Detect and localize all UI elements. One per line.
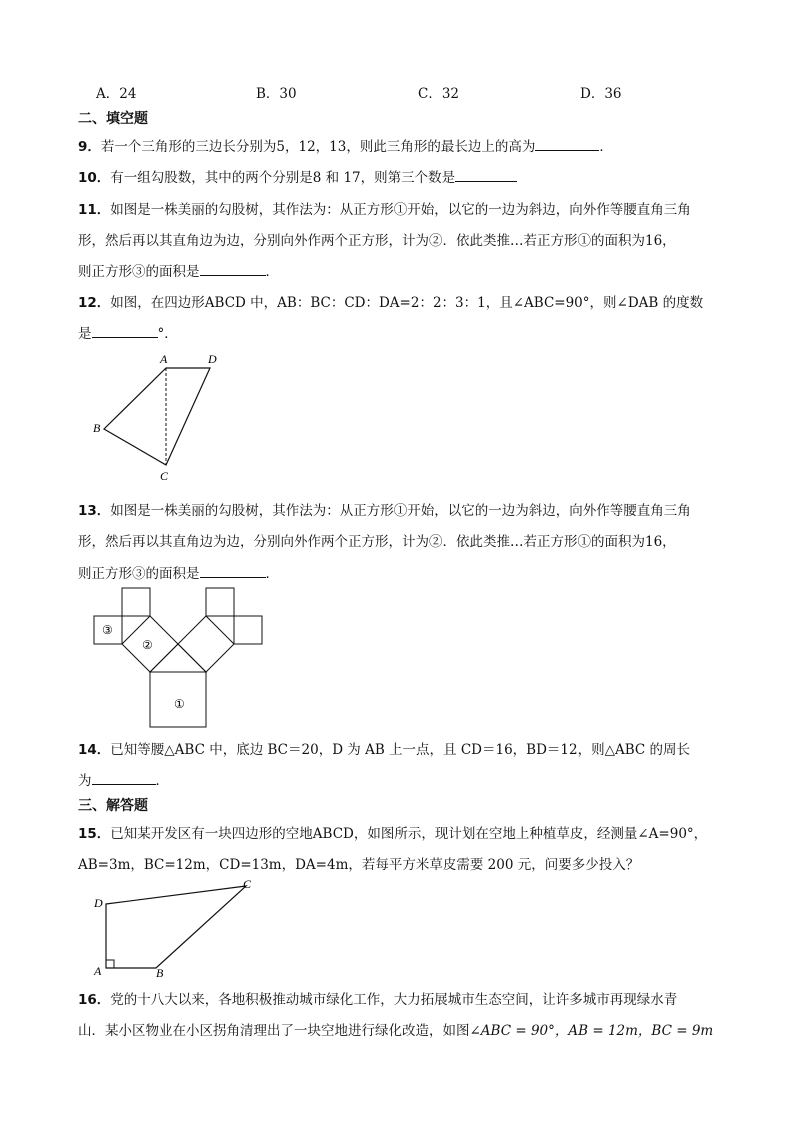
question-text: 已知某开发区有一块四边形的空地ABCD，如图所示，现计划在空地上种植草皮，经测量∠A=90°， bbox=[110, 826, 708, 842]
answer-blank[interactable] bbox=[92, 323, 158, 338]
question-number: 9． bbox=[78, 139, 101, 155]
question-text: 党的十八大以来，各地积极推动城市绿化工作，大力拓展城市生态空间，让许多城市再现绿水青 bbox=[110, 992, 678, 1008]
question-text: 是 bbox=[78, 326, 92, 342]
question-number: 16． bbox=[78, 992, 111, 1008]
vertex-label-b: B bbox=[93, 421, 101, 435]
question-text-end: ． bbox=[265, 264, 279, 280]
answer-blank[interactable] bbox=[200, 563, 266, 578]
question-16-line-2 bbox=[78, 1019, 713, 1039]
question-16-line-1 bbox=[78, 988, 677, 1008]
question-text: 则正方形③的面积是 bbox=[78, 566, 200, 582]
vertex-label-c: C bbox=[160, 469, 169, 483]
question-text: 若一个三角形的三边长分别为5，12，13，则此三角形的最长边上的高为 bbox=[100, 139, 536, 155]
question-text: 山．某小区物业在小区拐角清理出了一块空地进行绿化改造，如图 bbox=[78, 1023, 470, 1039]
figure-quadrilateral-field bbox=[88, 874, 263, 980]
option-b: B．30 bbox=[256, 86, 297, 102]
figure-pythagoras-tree bbox=[90, 586, 270, 732]
question-14-line-1 bbox=[78, 738, 690, 758]
question-number: 13． bbox=[78, 503, 111, 519]
option-c: C．32 bbox=[418, 86, 460, 102]
section-answer-heading: 三、解答题 bbox=[78, 798, 148, 814]
figure-quadrilateral-abcd bbox=[88, 350, 228, 485]
square-3-label: ③ bbox=[102, 623, 113, 637]
answer-blank[interactable] bbox=[92, 770, 156, 785]
question-math: ∠ABC = 90°，AB = 12m，BC = 9m bbox=[469, 1023, 714, 1039]
answer-blank[interactable] bbox=[200, 261, 266, 276]
question-number: 15． bbox=[78, 826, 111, 842]
vertex-label-c: C bbox=[243, 877, 252, 891]
square-2-label: ② bbox=[142, 638, 153, 652]
question-text: 有一组勾股数，其中的两个分别是8 和 17，则第三个数是 bbox=[110, 170, 456, 186]
question-text: 如图是一株美丽的勾股树，其作法为：从正方形①开始，以它的一边为斜边，向外作等腰直角三角 bbox=[110, 202, 691, 218]
question-text-end: ． bbox=[155, 773, 169, 789]
question-10 bbox=[78, 166, 517, 186]
question-text: 已知等腰△ABC 中，底边 BC＝20，D 为 AB 上一点，且 CD＝16，BD＝12，则△ABC 的周长 bbox=[110, 742, 691, 758]
option-a: A．24 bbox=[96, 86, 137, 102]
question-text-end: ． bbox=[265, 566, 279, 582]
question-text-end: °． bbox=[157, 326, 178, 342]
answer-options-q8 bbox=[96, 82, 656, 102]
question-12-line-1 bbox=[78, 291, 703, 311]
section-fill-heading: 二、填空题 bbox=[78, 111, 148, 127]
question-number: 14． bbox=[78, 742, 111, 758]
question-15-line-1 bbox=[78, 822, 707, 842]
question-12-line-2 bbox=[78, 322, 178, 342]
question-text: 为 bbox=[78, 773, 92, 789]
answer-blank[interactable] bbox=[535, 136, 599, 151]
question-14-line-2 bbox=[78, 769, 169, 789]
question-13-line-1 bbox=[78, 499, 691, 519]
question-9 bbox=[78, 135, 613, 155]
question-13-line-2: 形，然后再以其直角边为边，分别向外作两个正方形，计为②．依此类推…若正方形①的面积为16， bbox=[78, 534, 676, 550]
question-text: 如图是一株美丽的勾股树，其作法为：从正方形①开始，以它的一边为斜边，向外作等腰直角三角 bbox=[110, 503, 691, 519]
option-d: D．36 bbox=[580, 86, 622, 102]
square-1-label: ① bbox=[174, 697, 185, 711]
question-text-end: ． bbox=[599, 139, 613, 155]
question-11-line-3 bbox=[78, 260, 279, 280]
question-number: 12． bbox=[78, 295, 111, 311]
vertex-label-a: A bbox=[160, 352, 168, 366]
question-text: 如图，在四边形ABCD 中，AB：BC：CD：DA=2：2：3：1，且∠ABC=90°，则∠DAB 的度数 bbox=[110, 295, 704, 311]
answer-blank[interactable] bbox=[455, 167, 517, 182]
vertex-label-d: D bbox=[94, 896, 103, 910]
question-11-line-2: 形，然后再以其直角边为边，分别向外作两个正方形，计为②．依此类推…若正方形①的面积为16， bbox=[78, 233, 676, 249]
question-13-line-3 bbox=[78, 562, 279, 582]
question-11-line-1 bbox=[78, 198, 691, 218]
vertex-label-a: A bbox=[94, 964, 102, 978]
vertex-label-b: B bbox=[156, 966, 164, 980]
question-15-line-2: AB=3m，BC=12m，CD=13m，DA=4m，若每平方米草皮需要 200 元，问要多少投入？ bbox=[78, 857, 640, 873]
question-text: 则正方形③的面积是 bbox=[78, 264, 200, 280]
vertex-label-d: D bbox=[208, 352, 217, 366]
question-number: 10． bbox=[78, 170, 111, 186]
question-number: 11． bbox=[78, 202, 111, 218]
